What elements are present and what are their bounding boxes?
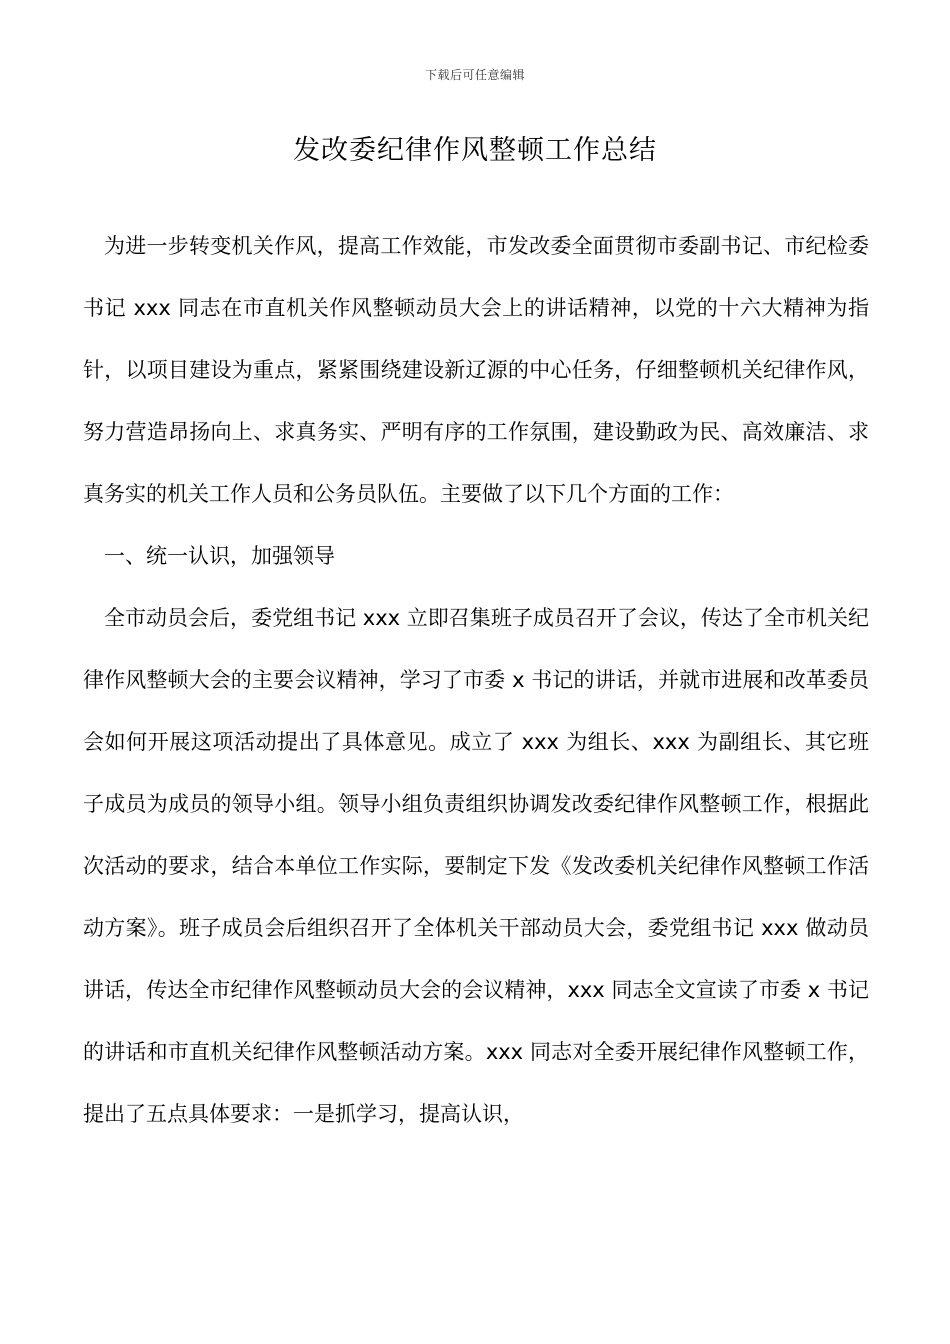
section-paragraph: 全市动员会后，委党组书记 xxx 立即召集班子成员召开了会议，传达了全市机关纪律作风整顿大会的主要会议精神，学习了市委 x 书记的讲话，并就市进展和改革委员会如何开展这项活动提出了具体意见。成立了 xxx 为组长、xxx 为副组长、其它班子成员为成员的领导小组。领导小组负责组织协调发改委纪律作风整顿工作，根据此次活动的要求，结合本单位工作实际，要制定下发《发改委机关纪律作风整顿工作活动方案》。班子成员会后组织召开了全体机关干部动员大会，委党组书记 xxx 做动员讲话，传达全市纪律作风整顿动员大会的会议精神，xxx 同志全文宣读了市委 x 书记的讲话和市直机关纪律作风整顿活动方案。xxx 同志对全委开展纪律作风整顿工作，提出了五点具体要求：一是抓学习，提高认识， bbox=[83, 606, 869, 1126]
header-note: 下载后可任意编辑 bbox=[424, 68, 525, 82]
intro-paragraph: 为进一步转变机关作风，提高工作效能，市发改委全面贯彻市委副书记、市纪检委书记 xxx 同志在市直机关作风整顿动员大会上的讲话精神，以党的十六大精神为指针，以项目建设为重点，紧紧围绕建设新辽源的中心任务，仔细整顿机关纪律作风，努力营造昂扬向上、求真务实、严明有序的工作氛围，建设勤政为民、高效廉洁、求真务实的机关工作人员和公务员队伍。主要做了以下几个方面的工作： bbox=[83, 234, 869, 506]
section-heading: 一、统一认识，加强领导 bbox=[104, 544, 335, 568]
document-body bbox=[83, 215, 869, 1145]
document-title: 发改委纪律作风整顿工作总结 bbox=[293, 135, 657, 166]
